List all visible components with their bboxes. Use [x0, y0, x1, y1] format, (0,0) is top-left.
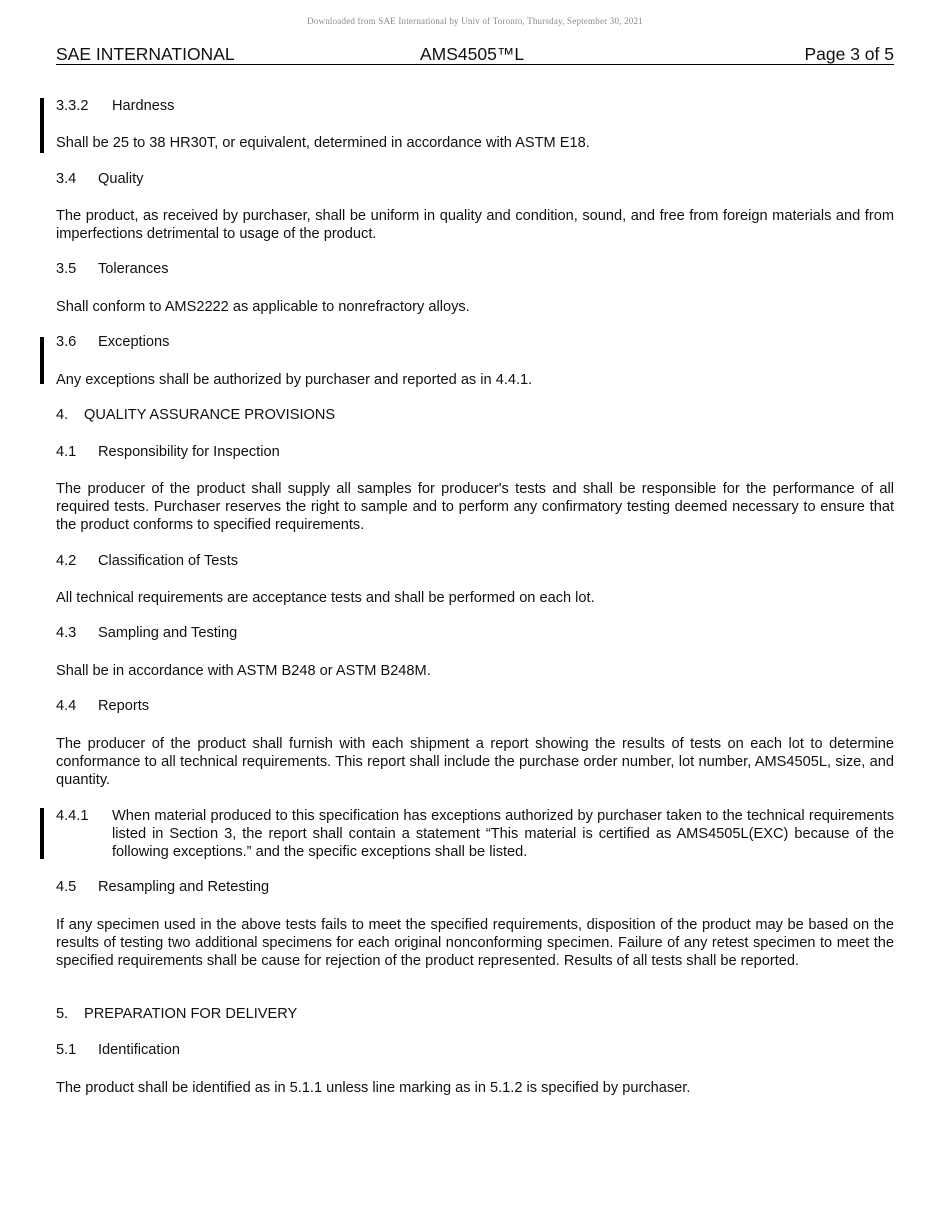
section-text-3-3-2: Shall be 25 to 38 HR30T, or equivalent, determined in accordance with ASTM E18.	[56, 135, 590, 151]
section-title: Exceptions	[98, 334, 170, 350]
revision-bar	[40, 337, 44, 384]
section-text-3-5: Shall conform to AMS2222 as applicable to nonrefractory alloys.	[56, 299, 470, 315]
section-number: 3.5	[56, 261, 77, 277]
section-heading-4-5	[56, 879, 269, 896]
section-number: 3.4	[56, 171, 77, 187]
section-text-4-4: The producer of the product shall furnish with each shipment a report showing the results of tests on each lot to determine conformance to all technical requirements. This report shall include the purchase order number, lot number, AMS4505L, size, and quantity.	[56, 736, 894, 788]
section-text-3-6: Any exceptions shall be authorized by purchaser and reported as in 4.4.1.	[56, 372, 533, 388]
section-heading-5	[56, 1006, 297, 1023]
section-number: 5.1	[56, 1042, 77, 1058]
section-number: 4.	[56, 407, 69, 423]
section-title: Resampling and Retesting	[98, 879, 270, 895]
section-number: 4.3	[56, 625, 77, 641]
section-item-4-4-1	[56, 807, 894, 861]
section-heading-3-6	[56, 334, 169, 351]
section-heading-4-3	[56, 625, 237, 642]
section-text-4-5: If any specimen used in the above tests fails to meet the specified requirements, disposition of the product may be based on the results of testing two additional specimens for each original nonconforming specimen. Failure of any retest specimen to meet the specified requirements shall be cause for rejection of the product represented. Results of all tests shall be reported.	[56, 917, 894, 969]
header-doc-id: AMS4505™L	[420, 44, 525, 64]
section-number: 4.4.1	[56, 808, 89, 824]
section-number: 5.	[56, 1006, 69, 1022]
section-heading-4-2	[56, 553, 238, 570]
section-heading-3-4	[56, 171, 143, 188]
section-title: Responsibility for Inspection	[98, 444, 280, 460]
download-notice: Downloaded from SAE International by Univ of Toronto, Thursday, September 30, 2021	[307, 16, 643, 26]
section-title: QUALITY ASSURANCE PROVISIONS	[84, 407, 336, 423]
section-title: PREPARATION FOR DELIVERY	[84, 1006, 298, 1022]
section-heading-4-1	[56, 444, 280, 461]
section-heading-5-1	[56, 1042, 180, 1059]
section-title: Quality	[98, 171, 144, 187]
section-heading-3-5	[56, 261, 169, 278]
section-heading-3-3-2	[56, 98, 174, 115]
section-number: 4.5	[56, 879, 77, 895]
section-heading-4	[56, 407, 335, 424]
revision-bar	[40, 808, 44, 859]
page-header	[56, 44, 894, 65]
section-heading-4-4	[56, 698, 149, 715]
section-number: 4.4	[56, 698, 77, 714]
section-text-4-1: The producer of the product shall supply all samples for producer's tests and shall be responsible for the performance of all required tests. Purchaser reserves the right to sample and to perform any confirmatory testing deemed necessary to ensure that the product conforms to specified requirements.	[56, 481, 894, 533]
section-title: Sampling and Testing	[98, 625, 238, 641]
section-number: 3.6	[56, 334, 77, 350]
section-title: Reports	[98, 698, 150, 714]
section-text-4-4-1: When material produced to this specification has exceptions authorized by purchaser taken to the technical requirements listed in Section 3, the report shall contain a statement “This material is certified as AMS4505L(EXC) because of the following exceptions.” and the specific exceptions shall be listed.	[112, 808, 894, 860]
section-text-5-1: The product shall be identified as in 5.1.1 unless line marking as in 5.1.2 is specified by purchaser.	[56, 1080, 691, 1096]
header-org: SAE INTERNATIONAL	[56, 44, 235, 64]
section-title: Hardness	[112, 98, 175, 114]
header-page-number: Page 3 of 5	[804, 44, 894, 64]
section-text-4-2: All technical requirements are acceptance tests and shall be performed on each lot.	[56, 590, 595, 606]
section-title: Tolerances	[98, 261, 169, 277]
section-number: 3.3.2	[56, 98, 89, 114]
section-number: 4.1	[56, 444, 77, 460]
section-title: Classification of Tests	[98, 553, 239, 569]
section-text-3-4: The product, as received by purchaser, shall be uniform in quality and condition, sound, and free from foreign materials and from imperfections detrimental to usage of the product.	[56, 208, 894, 242]
revision-bar	[40, 98, 44, 153]
section-text-4-3: Shall be in accordance with ASTM B248 or ASTM B248M.	[56, 663, 431, 679]
section-title: Identification	[98, 1042, 180, 1058]
section-number: 4.2	[56, 553, 77, 569]
